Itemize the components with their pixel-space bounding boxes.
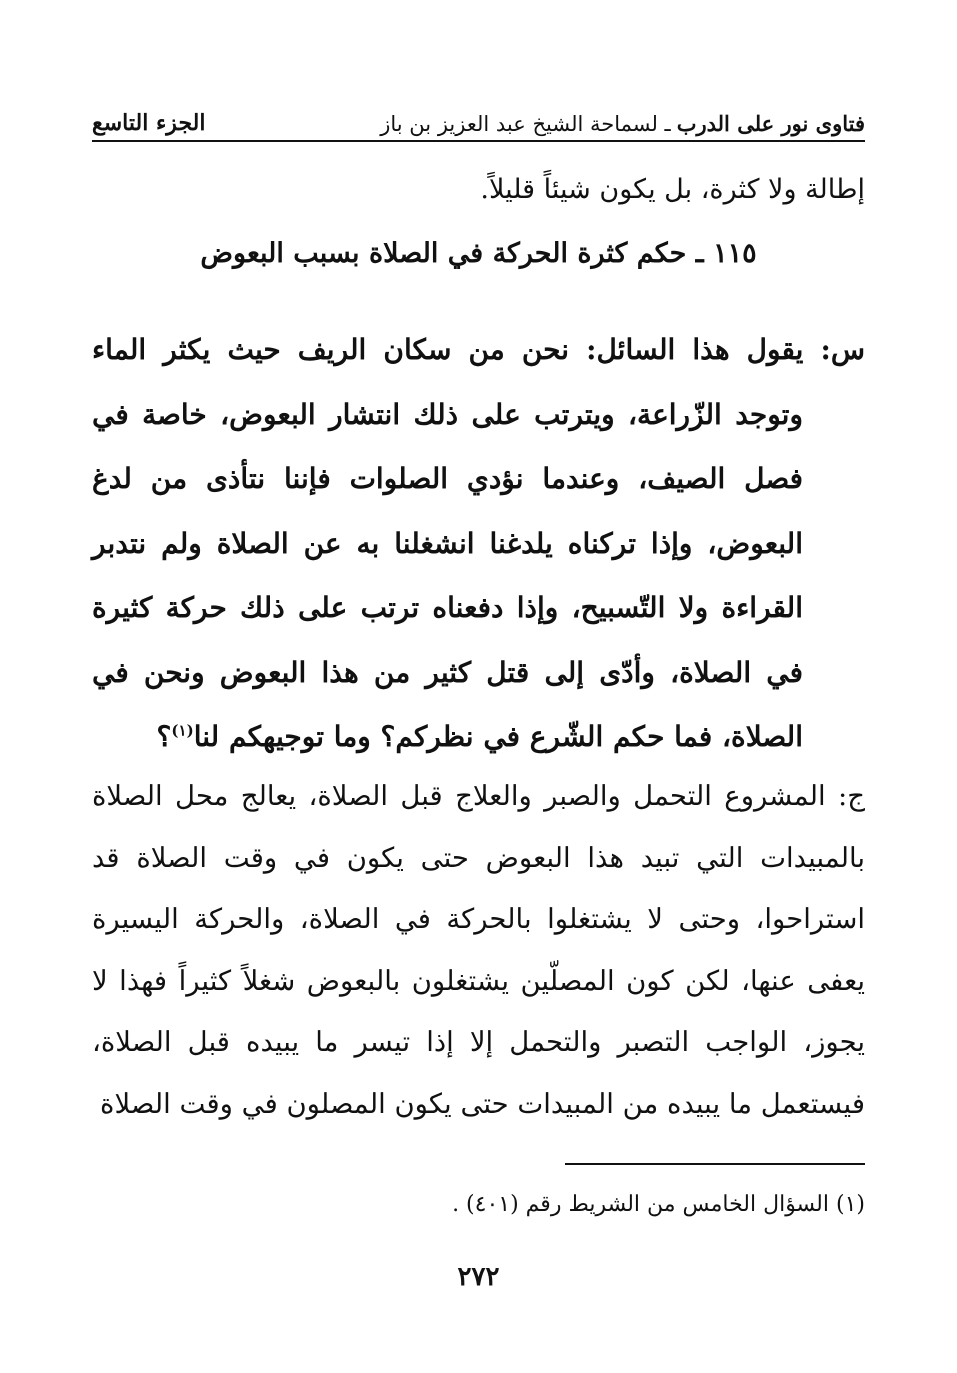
question-end-mark: ؟ <box>156 720 172 753</box>
author-name: ـ لسماحة الشيخ عبد العزيز بن باز <box>380 112 671 136</box>
continuation-paragraph: إطالة ولا كثرة، بل يكون شيئاً قليلاً. <box>480 174 865 205</box>
volume-label: الجزء التاسع <box>92 110 206 136</box>
fatwa-heading: ١١٥ ـ حكم كثرة الحركة في الصلاة بسبب البعوض <box>200 238 757 269</box>
question-paragraph <box>92 318 865 770</box>
footnote-reference: (١) <box>171 721 194 740</box>
answer-paragraph: ج: المشروع التحمل والصبر والعلاج قبل الصلاة، يعالج محل الصلاة بالمبيدات التي تبيد هذا البعوض حتى يكون في وقت الصلاة قد استراحوا، وحتى لا يشتغلوا بالحركة في الصلاة، والحركة اليسيرة يعفى عنها، لكن كون المصلّين يشتغلون بالبعوض شغلاً كثيراً فهذا لا يجوز، الواجب التصبر والتحمل إلا إذا تيسر ما يبيده قبل الصلاة، فيستعمل ما يبيده من المبيدات حتى يكون المصلون في وقت الصلاة <box>92 780 865 1120</box>
question-text: س: يقول هذا السائل: نحن من سكان الريف حيث يكثر الماء وتوجد الزّراعة، ويترتب على ذلك انتشار البعوض، خاصة في فصل الصيف، وعندما نؤدي الصلوات فإننا نتأذى من لدغ البعوض، وإذا تركناه يلدغنا انشغلنا به عن الصلاة ولم نتدبر القراءة ولا التّسبيح، وإذا دفعناه ترتب على ذلك حركة كثيرة في الصلاة، وأدّى إلى قتل كثير من هذا البعوض ونحن في الصلاة، فما حكم الشّرع في نظركم؟ وما توجيهكم لنا <box>92 333 865 753</box>
footnote: (١) السؤال الخامس من الشريط رقم (٤٠١) . <box>452 1192 865 1217</box>
page-number: ٢٧٢ <box>457 1262 500 1292</box>
question-body <box>92 318 865 770</box>
header-title-group <box>380 111 865 136</box>
running-header <box>92 100 865 142</box>
footnote-divider <box>565 1163 865 1165</box>
book-title: فتاوى نور على الدرب <box>676 111 865 136</box>
